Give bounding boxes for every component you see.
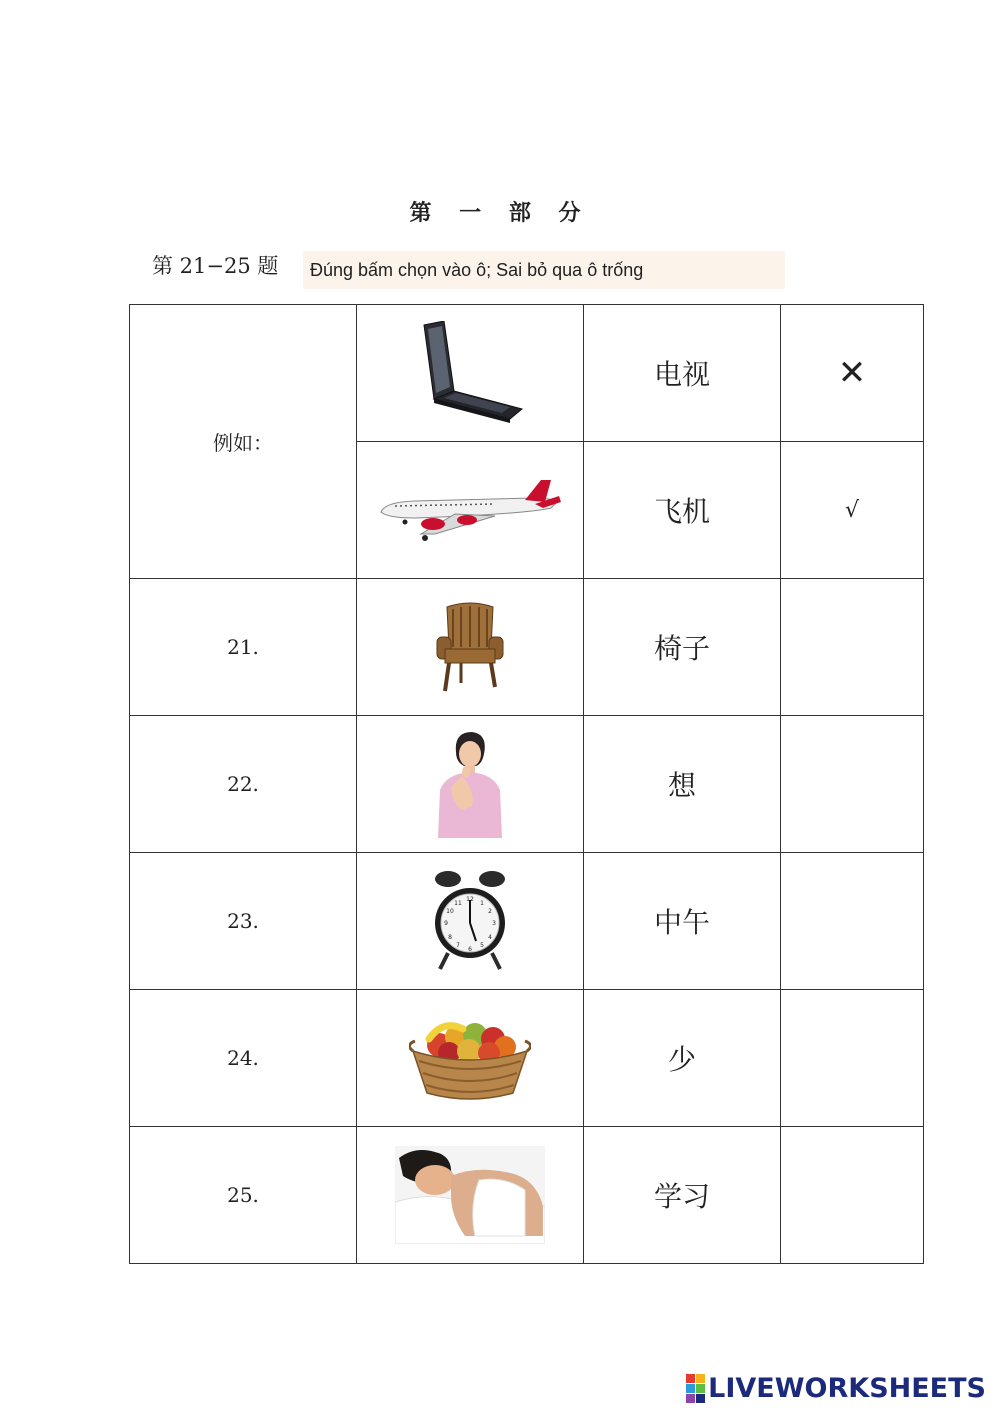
armchair-image: [357, 579, 584, 716]
svg-text:12: 12: [466, 896, 474, 903]
answer-box-23[interactable]: [781, 853, 924, 990]
question-number: 23.: [130, 853, 357, 990]
question-word: 中午: [584, 853, 781, 990]
answer-box-21[interactable]: [781, 579, 924, 716]
svg-text:5: 5: [480, 942, 484, 949]
svg-text:10: 10: [446, 908, 454, 915]
svg-text:2: 2: [488, 908, 492, 915]
alarm-clock-image: [357, 853, 584, 990]
question-word: 椅子: [584, 579, 781, 716]
check-mark-icon: √: [844, 497, 860, 523]
svg-text:8: 8: [448, 934, 452, 941]
cross-mark-icon: ✕: [837, 353, 867, 393]
fruit-basket-image: [357, 990, 584, 1127]
question-number: 24.: [130, 990, 357, 1127]
sleeping-man-image: [357, 1127, 584, 1264]
answer-box-24[interactable]: [781, 990, 924, 1127]
airplane-image: [357, 442, 584, 579]
example-answer-box-1[interactable]: [781, 305, 924, 442]
question-row-23: [130, 853, 924, 990]
liveworksheets-logo-icon: [686, 1374, 705, 1403]
question-row-25: [130, 1127, 924, 1264]
instruction-banner: Đúng bấm chọn vào ô; Sai bỏ qua ô trống: [303, 251, 785, 289]
example-row-1: [130, 305, 924, 442]
thinking-woman-image: [357, 716, 584, 853]
svg-text:9: 9: [444, 920, 448, 927]
question-word: 少: [584, 990, 781, 1127]
laptop-image: [357, 305, 584, 442]
answer-box-25[interactable]: [781, 1127, 924, 1264]
question-range: 第 21−25 题: [152, 254, 279, 278]
svg-text:3: 3: [492, 920, 496, 927]
question-number: 22.: [130, 716, 357, 853]
question-word: 学习: [584, 1127, 781, 1264]
question-row-24: [130, 990, 924, 1127]
svg-text:1: 1: [480, 900, 484, 907]
question-table: [129, 304, 924, 1264]
liveworksheets-logo: [686, 1373, 986, 1404]
question-row-22: [130, 716, 924, 853]
svg-text:11: 11: [454, 900, 462, 907]
example-word-1: 电视: [584, 305, 781, 442]
question-number: 21.: [130, 579, 357, 716]
svg-text:4: 4: [488, 934, 492, 941]
svg-text:7: 7: [456, 942, 460, 949]
svg-text:6: 6: [468, 946, 472, 953]
question-row-21: [130, 579, 924, 716]
section-title: 第 一 部 分: [409, 201, 591, 226]
question-number: 25.: [130, 1127, 357, 1264]
example-answer-box-2[interactable]: [781, 442, 924, 579]
example-label: 例如：: [130, 305, 357, 579]
answer-box-22[interactable]: [781, 716, 924, 853]
question-word: 想: [584, 716, 781, 853]
liveworksheets-brand-text: LIVEWORKSHEETS: [708, 1373, 986, 1404]
example-word-2: 飞机: [584, 442, 781, 579]
